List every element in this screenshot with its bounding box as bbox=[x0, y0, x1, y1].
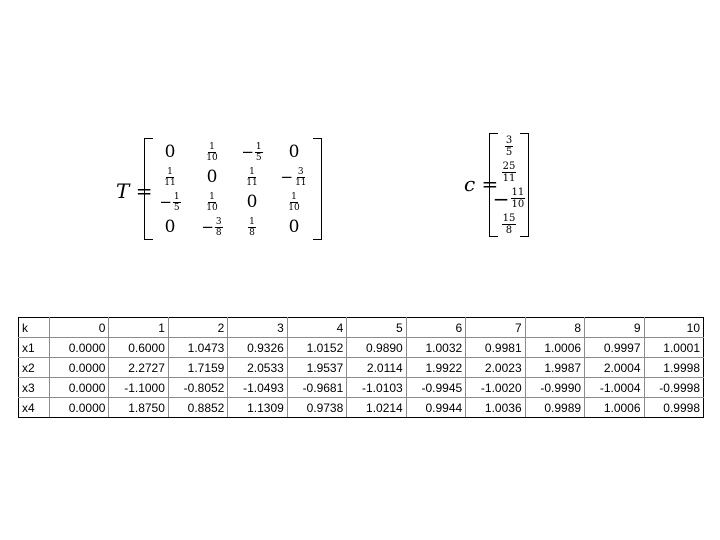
matrix-T-entry-sign: − bbox=[159, 193, 172, 211]
table-cell: 1.0032 bbox=[406, 338, 465, 358]
table-cell: -1.0493 bbox=[228, 378, 287, 398]
table-cell: 2 bbox=[168, 318, 227, 338]
table-cell: 0.9944 bbox=[406, 398, 465, 418]
table-cell: 0.9890 bbox=[347, 338, 406, 358]
matrix-T-entry bbox=[191, 190, 233, 214]
table-cell: 10 bbox=[644, 318, 703, 338]
table-cell: -0.9681 bbox=[287, 378, 346, 398]
table-cell: 1.9987 bbox=[525, 358, 584, 378]
matrix-T-entry-denominator: 11 bbox=[246, 177, 258, 188]
matrix-T-entry bbox=[273, 140, 315, 164]
matrix-T-entry-numerator: 1 bbox=[209, 141, 215, 152]
vector-c-entry bbox=[490, 212, 528, 237]
table-cell: 1.0036 bbox=[466, 398, 525, 418]
table-cell: 1.9998 bbox=[644, 358, 703, 378]
row-label: x2 bbox=[19, 358, 50, 378]
row-label: x1 bbox=[19, 338, 50, 358]
matrix-T-entry-numerator: 1 bbox=[209, 191, 215, 202]
table-cell: 1.8750 bbox=[109, 398, 168, 418]
matrix-T-entry-numerator: 1 bbox=[291, 191, 297, 202]
matrix-T-entry-numerator: 1 bbox=[249, 216, 255, 227]
table-cell: 1.9922 bbox=[406, 358, 465, 378]
matrix-T-entry-denominator: 10 bbox=[288, 202, 300, 213]
matrix-T-entry-value: 0 bbox=[164, 142, 176, 162]
table-cell: 1.9537 bbox=[287, 358, 346, 378]
table-cell: -0.9945 bbox=[406, 378, 465, 398]
matrix-T-entry-value: 0 bbox=[288, 142, 300, 162]
row-label: k bbox=[19, 318, 50, 338]
table-cell: 0.9989 bbox=[525, 398, 584, 418]
matrix-T-entry bbox=[231, 215, 273, 239]
table-cell: -0.9990 bbox=[525, 378, 584, 398]
vector-c-entry-denominator: 11 bbox=[502, 173, 516, 184]
matrix-T-entry-value: 0 bbox=[246, 192, 258, 212]
table-cell: 6 bbox=[406, 318, 465, 338]
matrix-T-entry bbox=[231, 165, 273, 189]
vector-c-entry-fraction bbox=[502, 161, 517, 184]
table-cell: 1 bbox=[109, 318, 168, 338]
matrix-T-entry-sign: − bbox=[241, 143, 254, 161]
iteration-table bbox=[18, 317, 704, 418]
matrix-T-entry-numerator: 1 bbox=[167, 166, 173, 177]
table-cell: 1.7159 bbox=[168, 358, 227, 378]
table-cell: 0.9981 bbox=[466, 338, 525, 358]
matrix-T-entry-value: 0 bbox=[288, 217, 300, 237]
table-cell: 1.1309 bbox=[228, 398, 287, 418]
matrix-T-entry bbox=[231, 140, 273, 164]
table-cell: 0.8852 bbox=[168, 398, 227, 418]
matrix-T-entry-denominator: 11 bbox=[295, 177, 307, 188]
vector-c-entry-numerator: 3 bbox=[505, 135, 513, 146]
table-cell: -1.0020 bbox=[466, 378, 525, 398]
matrix-T-entry-numerator: 1 bbox=[249, 166, 255, 177]
matrix-T-entry-fraction bbox=[255, 142, 263, 163]
table-cell: 0.9997 bbox=[585, 338, 644, 358]
matrix-T-entry-denominator: 8 bbox=[215, 227, 222, 238]
table-cell: 2.2727 bbox=[109, 358, 168, 378]
table-header-row bbox=[19, 318, 704, 338]
matrix-T-entry-numerator: 1 bbox=[255, 141, 262, 152]
table-cell: -1.0103 bbox=[347, 378, 406, 398]
matrix-T-entry-denominator: 10 bbox=[206, 202, 218, 213]
matrix-T-entry-denominator: 5 bbox=[255, 152, 262, 163]
matrix-T-entry bbox=[273, 165, 315, 189]
matrix-T-entry bbox=[231, 190, 273, 214]
matrix-T-entry bbox=[149, 165, 191, 189]
table-cell: 0.9326 bbox=[228, 338, 287, 358]
matrix-T-entry-fraction bbox=[173, 192, 181, 213]
matrix-T-entry bbox=[191, 140, 233, 164]
matrix-T-entry-fraction bbox=[163, 167, 176, 188]
matrix-T-entry-fraction bbox=[215, 217, 223, 238]
table-cell: 1.0214 bbox=[347, 398, 406, 418]
table-row bbox=[19, 358, 704, 378]
vector-c-entry-numerator: 15 bbox=[502, 213, 516, 224]
matrix-T-entry bbox=[191, 165, 233, 189]
vector-c bbox=[489, 133, 529, 237]
matrix-T-entry bbox=[273, 190, 315, 214]
matrix-T-entry bbox=[149, 140, 191, 164]
table-cell: 2.0533 bbox=[228, 358, 287, 378]
matrix-T-entry-fraction bbox=[205, 142, 218, 163]
table-cell: 2.0004 bbox=[585, 358, 644, 378]
table-row bbox=[19, 338, 704, 358]
table-cell: 2.0023 bbox=[466, 358, 525, 378]
matrix-T-entry-denominator: 5 bbox=[173, 202, 180, 213]
vector-c-entry-numerator: 25 bbox=[502, 161, 516, 172]
table-cell: -0.8052 bbox=[168, 378, 227, 398]
table-cell: -0.9998 bbox=[644, 378, 703, 398]
table-cell: 0.0000 bbox=[50, 378, 109, 398]
vector-c-entry-fraction bbox=[505, 135, 513, 158]
table-cell: 0.9738 bbox=[287, 398, 346, 418]
matrix-T-label: T = bbox=[116, 179, 153, 203]
matrix-T-entry-sign: − bbox=[280, 168, 294, 186]
vector-c-entry bbox=[490, 134, 528, 159]
matrix-T-entry-fraction bbox=[245, 167, 258, 188]
matrix-T-entry-fraction bbox=[205, 192, 218, 213]
table-cell: 7 bbox=[466, 318, 525, 338]
table-cell: 8 bbox=[525, 318, 584, 338]
matrix-T-entry bbox=[149, 190, 191, 214]
vector-c-entry-fraction bbox=[511, 187, 526, 210]
matrix-T bbox=[144, 138, 322, 240]
matrix-T-entry-denominator: 10 bbox=[206, 152, 218, 163]
matrix-T-entry-fraction bbox=[294, 167, 307, 188]
table-cell: 0 bbox=[50, 318, 109, 338]
matrix-T-entry-value: 0 bbox=[206, 167, 218, 187]
table-cell: 1.0006 bbox=[585, 398, 644, 418]
matrix-T-entry-fraction bbox=[248, 217, 256, 238]
row-label: x3 bbox=[19, 378, 50, 398]
vector-c-entry-denominator: 8 bbox=[505, 225, 513, 236]
table-cell: 1.0006 bbox=[525, 338, 584, 358]
vector-c-entry-denominator: 10 bbox=[511, 199, 525, 210]
vector-c-entry-fraction bbox=[502, 213, 517, 236]
table-cell: 1.0473 bbox=[168, 338, 227, 358]
table-cell: 0.0000 bbox=[50, 358, 109, 378]
table-cell: 0.9998 bbox=[644, 398, 703, 418]
vector-c-entry-sign: − bbox=[492, 186, 510, 211]
table-cell: 4 bbox=[287, 318, 346, 338]
row-label: x4 bbox=[19, 398, 50, 418]
table-cell: -1.1000 bbox=[109, 378, 168, 398]
table-cell: 9 bbox=[585, 318, 644, 338]
table-cell: 0.6000 bbox=[109, 338, 168, 358]
vector-c-entry bbox=[490, 186, 528, 211]
matrix-T-entry-fraction bbox=[287, 192, 300, 213]
table-cell: 2.0114 bbox=[347, 358, 406, 378]
table-cell: 3 bbox=[228, 318, 287, 338]
matrix-T-entry-denominator: 11 bbox=[164, 177, 176, 188]
matrix-T-entry-numerator: 1 bbox=[173, 191, 180, 202]
matrix-T-entry-sign: − bbox=[201, 218, 214, 236]
table-cell: 1.0152 bbox=[287, 338, 346, 358]
table-row bbox=[19, 378, 704, 398]
matrix-T-entry-numerator: 3 bbox=[297, 166, 304, 177]
matrix-T-entry bbox=[273, 215, 315, 239]
matrix-T-entry-value: 0 bbox=[164, 217, 176, 237]
table-cell: 0.0000 bbox=[50, 338, 109, 358]
vector-c-entry bbox=[490, 160, 528, 185]
table-cell: 1.0001 bbox=[644, 338, 703, 358]
matrix-T-entry bbox=[191, 215, 233, 239]
vector-c-label: c = bbox=[464, 172, 499, 196]
vector-c-entry-denominator: 5 bbox=[505, 147, 513, 158]
matrix-T-entry bbox=[149, 215, 191, 239]
table-cell: 0.0000 bbox=[50, 398, 109, 418]
table-cell: 5 bbox=[347, 318, 406, 338]
table-cell: -1.0004 bbox=[585, 378, 644, 398]
table-row bbox=[19, 398, 704, 418]
matrix-T-entry-denominator: 8 bbox=[249, 227, 255, 238]
vector-c-entry-numerator: 11 bbox=[511, 187, 525, 198]
matrix-T-entry-numerator: 3 bbox=[215, 216, 222, 227]
